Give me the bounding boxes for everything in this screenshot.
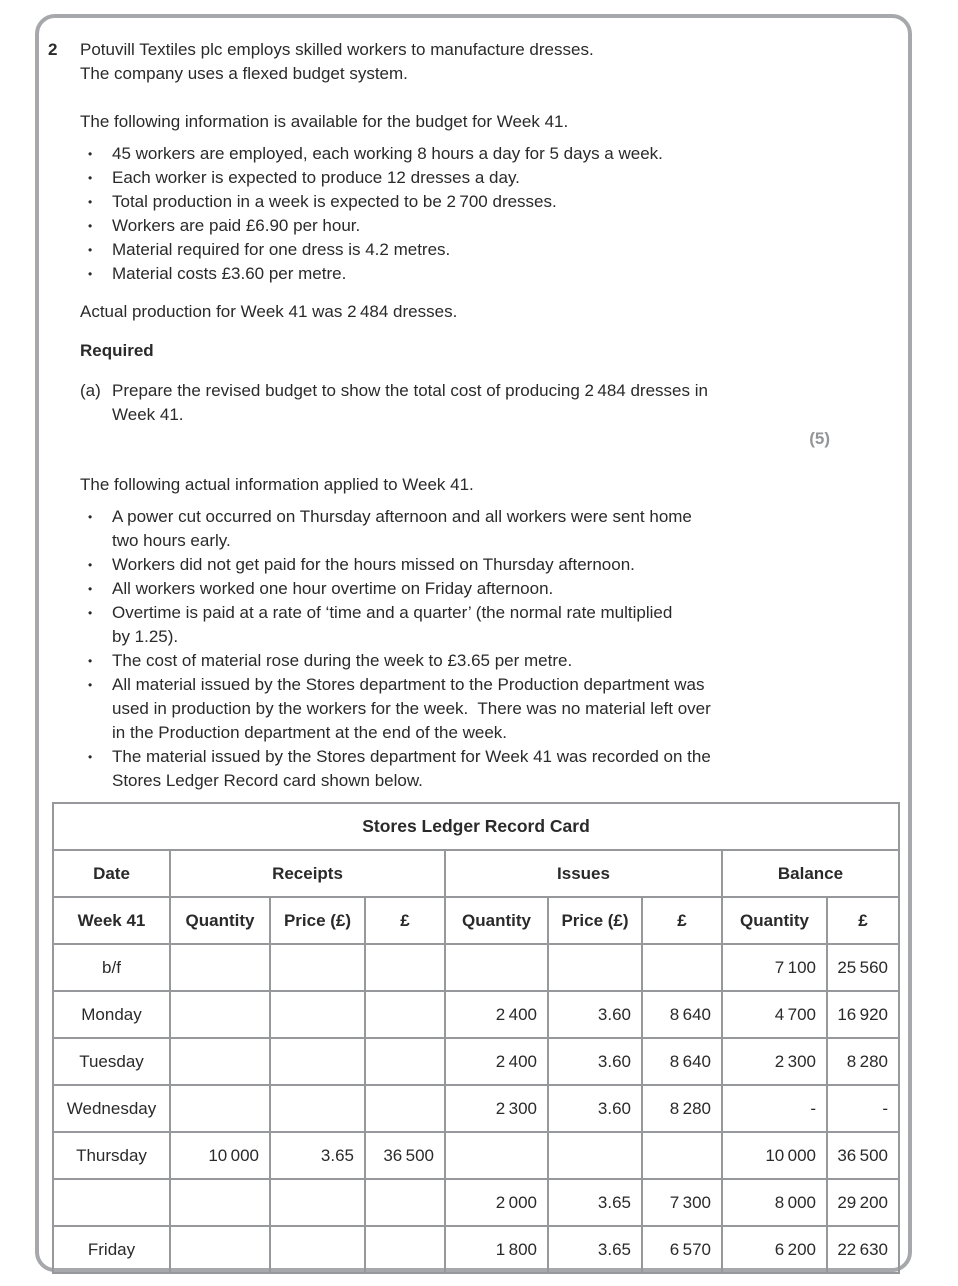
table-row [53,991,899,1038]
table-row [53,944,899,991]
date-cell: Wednesday [53,1085,170,1132]
receipt-price-cell [270,991,365,1038]
bullet-icon: • [88,267,93,281]
issue-price-cell: 3.60 [548,1085,642,1132]
column-header-3: £ [365,897,445,944]
issue-quantity-cell [445,1132,548,1179]
table-title: Stores Ledger Record Card [53,803,899,850]
issue-price-cell: 3.65 [548,1226,642,1273]
issue-price-cell [548,944,642,991]
bullet-text: All workers worked one hour overtime on Friday afternoon. [112,579,554,598]
issue-price-cell: 3.60 [548,991,642,1038]
receipt-amount-cell: 36 500 [365,1132,445,1179]
bullet-item [80,601,840,649]
column-header-row [53,897,899,944]
date-cell: Monday [53,991,170,1038]
actual-info-list [80,505,840,793]
issue-quantity-cell: 2 400 [445,991,548,1038]
bullet-icon: • [88,219,93,233]
issue-price-cell: 3.60 [548,1038,642,1085]
bullet-icon: • [88,510,93,524]
bullet-item [80,262,840,286]
issue-price-cell [548,1132,642,1179]
bullet-icon: • [88,195,93,209]
balance-quantity-cell: 2 300 [722,1038,827,1085]
bullet-icon: • [88,654,93,668]
bullet-item [80,166,840,190]
issue-quantity-cell: 2 000 [445,1179,548,1226]
actual-production-text: Actual production for Week 41 was 2 484 dresses. [80,302,458,321]
receipt-price-cell [270,944,365,991]
balance-quantity-cell: 4 700 [722,991,827,1038]
bullet-item [80,505,840,553]
table-row [53,1226,899,1273]
bullet-text: Total production in a week is expected to be 2 700 dresses. [112,192,557,211]
receipt-quantity-cell [170,944,270,991]
receipt-amount-cell [365,1226,445,1273]
question-block [39,38,908,793]
question-number: 2 [48,40,58,59]
bullet-icon: • [88,750,93,764]
intro-line-2: The company uses a flexed budget system. [80,64,408,83]
issue-quantity-cell: 1 800 [445,1226,548,1273]
bullet-item [80,238,840,262]
balance-amount-cell: - [827,1085,899,1132]
bullet-text: Material costs £3.60 per metre. [112,264,347,283]
bullet-text: A power cut occurred on Thursday afternoon and all workers were sent home two hours early. [112,507,692,550]
bullet-icon: • [88,678,93,692]
table-row [53,1038,899,1085]
issue-quantity-cell [445,944,548,991]
issue-amount-cell: 8 280 [642,1085,722,1132]
issue-price-cell: 3.65 [548,1179,642,1226]
table-row [53,1179,899,1226]
receipt-price-cell: 3.65 [270,1132,365,1179]
issue-quantity-cell: 2 400 [445,1038,548,1085]
balance-quantity-cell: 10 000 [722,1132,827,1179]
marks-badge: (5) [809,429,830,448]
issue-amount-cell: 6 570 [642,1226,722,1273]
receipt-price-cell [270,1038,365,1085]
issue-quantity-cell: 2 300 [445,1085,548,1132]
balance-quantity-cell: - [722,1085,827,1132]
group-header-issues: Issues [445,850,722,897]
bullet-item [80,190,840,214]
bullet-icon: • [88,243,93,257]
bullet-item [80,577,840,601]
column-header-1: Quantity [170,897,270,944]
issue-amount-cell: 8 640 [642,991,722,1038]
receipt-price-cell [270,1226,365,1273]
balance-amount-cell: 36 500 [827,1132,899,1179]
table-row [53,1085,899,1132]
bullet-text: Material required for one dress is 4.2 metres. [112,240,451,259]
receipt-quantity-cell [170,991,270,1038]
receipt-amount-cell [365,1085,445,1132]
group-header-receipts: Receipts [170,850,445,897]
receipt-quantity-cell [170,1226,270,1273]
bullet-item [80,649,840,673]
group-header-balance: Balance [722,850,899,897]
column-header-5: Price (£) [548,897,642,944]
column-header-0: Week 41 [53,897,170,944]
receipt-amount-cell [365,1179,445,1226]
table-row [53,1132,899,1179]
date-cell: Friday [53,1226,170,1273]
receipt-amount-cell [365,1038,445,1085]
receipt-quantity-cell [170,1179,270,1226]
group-header-date: Date [53,850,170,897]
intro-line-1: Potuvill Textiles plc employs skilled workers to manufacture dresses. [80,40,594,59]
date-cell: Tuesday [53,1038,170,1085]
receipt-quantity-cell [170,1085,270,1132]
issue-amount-cell [642,944,722,991]
balance-amount-cell: 16 920 [827,991,899,1038]
bullet-icon: • [88,558,93,572]
bullet-text: Each worker is expected to produce 12 dresses a day. [112,168,520,187]
receipt-amount-cell [365,991,445,1038]
column-header-8: £ [827,897,899,944]
bullet-text: Workers did not get paid for the hours missed on Thursday afternoon. [112,555,635,574]
issue-amount-cell: 8 640 [642,1038,722,1085]
bullet-text: The cost of material rose during the week to £3.65 per metre. [112,651,573,670]
receipt-quantity-cell [170,1038,270,1085]
issue-amount-cell: 7 300 [642,1179,722,1226]
bullet-item [80,673,840,745]
receipt-price-cell [270,1179,365,1226]
receipt-price-cell [270,1085,365,1132]
column-header-6: £ [642,897,722,944]
question-body [80,38,840,793]
date-cell: Thursday [53,1132,170,1179]
bullet-icon: • [88,147,93,161]
bullet-icon: • [88,606,93,620]
balance-quantity-cell: 8 000 [722,1179,827,1226]
budget-info-intro: The following information is available for the budget for Week 41. [80,112,569,131]
bullet-icon: • [88,582,93,596]
bullet-item [80,553,840,577]
bullet-item [80,214,840,238]
bullet-text: The material issued by the Stores department for Week 41 was recorded on the Stores Ledger Record card shown below. [112,747,711,790]
receipt-amount-cell [365,944,445,991]
bullet-text: 45 workers are employed, each working 8 hours a day for 5 days a week. [112,144,663,163]
bullet-text: Workers are paid £6.90 per hour. [112,216,361,235]
required-heading: Required [80,341,154,360]
balance-amount-cell: 29 200 [827,1179,899,1226]
actual-info-intro: The following actual information applied to Week 41. [80,475,474,494]
column-header-7: Quantity [722,897,827,944]
question-frame [35,14,912,1272]
bullet-item [80,142,840,166]
bullet-item [80,745,840,793]
bullet-icon: • [88,171,93,185]
balance-quantity-cell: 7 100 [722,944,827,991]
date-cell: b/f [53,944,170,991]
part-a-text: Prepare the revised budget to show the total cost of producing 2 484 dresses in Week 41. [112,381,708,424]
date-cell [53,1179,170,1226]
column-header-2: Price (£) [270,897,365,944]
table-title-row [53,803,899,850]
bullet-text: All material issued by the Stores department to the Production department was used in production by the workers for the week. There was no material left over in the Production department at the end of the week. [112,675,711,742]
balance-quantity-cell: 6 200 [722,1226,827,1273]
stores-ledger-table [52,802,900,1274]
issue-amount-cell [642,1132,722,1179]
part-a-label: (a) [80,381,101,400]
balance-amount-cell: 25 560 [827,944,899,991]
receipt-quantity-cell: 10 000 [170,1132,270,1179]
budget-info-list [80,142,840,286]
group-header-row [53,850,899,897]
column-header-4: Quantity [445,897,548,944]
balance-amount-cell: 8 280 [827,1038,899,1085]
balance-amount-cell: 22 630 [827,1226,899,1273]
part-a-question [80,379,840,427]
bullet-text: Overtime is paid at a rate of ‘time and a quarter’ (the normal rate multiplied by 1.25). [112,603,673,646]
